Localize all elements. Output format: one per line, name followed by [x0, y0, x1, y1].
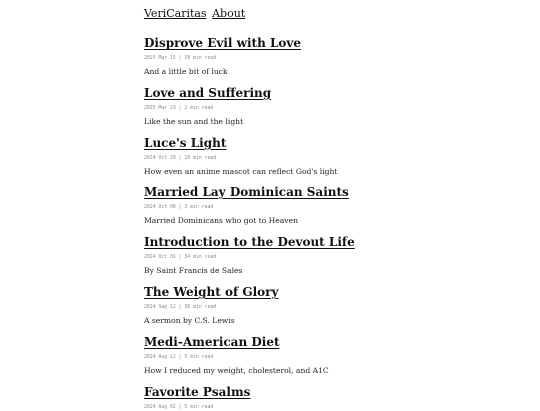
post-meta: 2024 Aug 02 | 5 min read — [144, 405, 214, 410]
post-item — [144, 231, 524, 276]
post-meta: 2024 Oct 01 | 34 min read — [144, 255, 217, 260]
top-nav — [144, 7, 247, 20]
post-meta: 2025 Mar 23 | 2 min read — [144, 106, 214, 111]
post-description: Like the sun and the light — [144, 117, 244, 126]
post-description: By Saint Francis de Sales — [144, 266, 243, 275]
post-title-link[interactable]: Medi-American Diet — [144, 335, 280, 349]
post-description: Married Dominicans who got to Heaven — [144, 216, 298, 225]
post-item — [144, 132, 524, 177]
post-item — [144, 32, 524, 77]
post-description: How I reduced my weight, cholesterol, and A1C — [144, 366, 329, 375]
post-description: How even an anime mascot can reflect God's light — [144, 167, 338, 176]
post-title-link[interactable]: Luce's Light — [144, 136, 227, 150]
post-meta: 2024 Oct 08 | 3 min read — [144, 205, 214, 210]
post-title-link[interactable]: Introduction to the Devout Life — [144, 235, 355, 249]
post-title-link[interactable]: The Weight of Glory — [144, 285, 279, 299]
nav-home-link[interactable]: VeriCaritas — [144, 7, 207, 20]
post-item — [144, 331, 524, 376]
nav-about-link[interactable]: About — [212, 7, 246, 20]
post-title-link[interactable]: Married Lay Dominican Saints — [144, 185, 349, 199]
post-title-link[interactable]: Love and Suffering — [144, 86, 272, 100]
post-item — [144, 181, 524, 226]
post-meta: 2025 Mar 15 | 10 min read — [144, 56, 217, 61]
post-item — [144, 381, 524, 411]
post-meta: 2024 Aug 12 | 5 min read — [144, 355, 214, 360]
post-item — [144, 82, 524, 127]
post-item — [144, 281, 524, 326]
post-description: A sermon by C.S. Lewis — [144, 316, 235, 325]
post-description: And a little bit of luck — [144, 67, 228, 76]
post-title-link[interactable]: Favorite Psalms — [144, 385, 251, 399]
post-title-link[interactable]: Disprove Evil with Love — [144, 36, 302, 50]
post-meta: 2024 Sep 12 | 36 min read — [144, 305, 217, 310]
post-meta: 2024 Oct 29 | 10 min read — [144, 156, 217, 161]
